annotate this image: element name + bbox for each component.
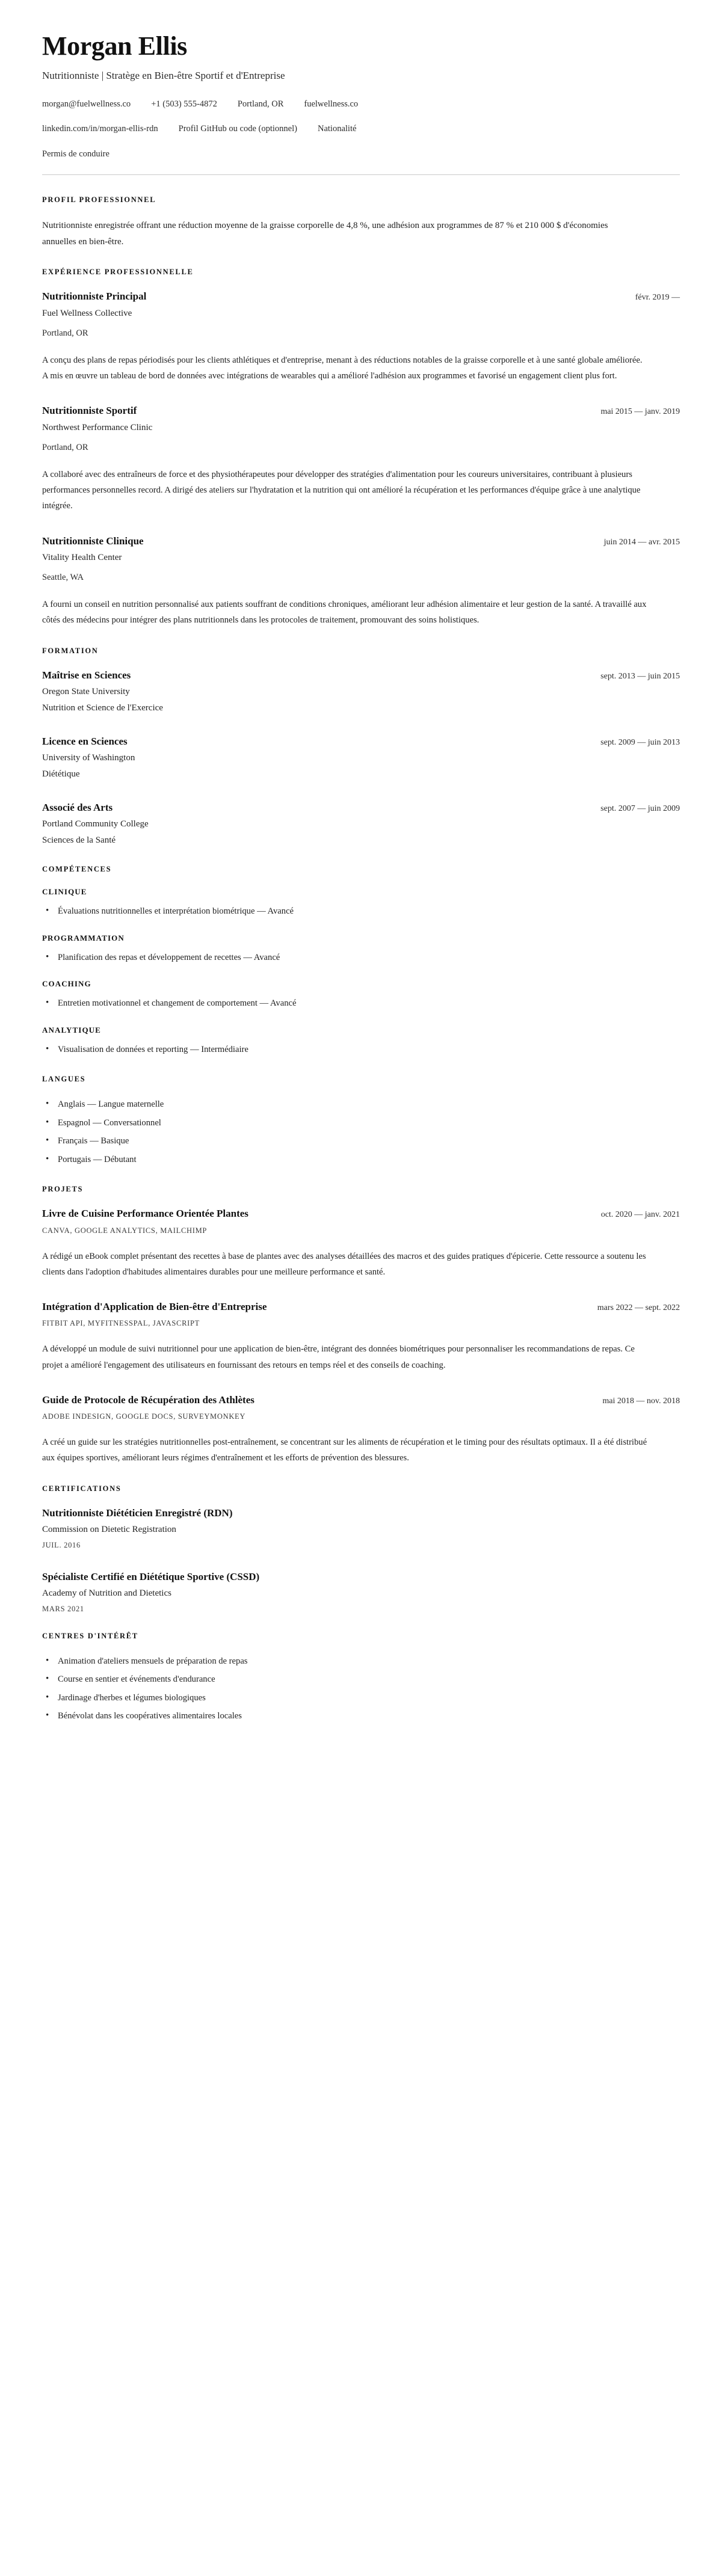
skill-item: • Entretien motivationnel et changement de comportement — Avancé <box>42 996 680 1011</box>
project-tech-stack: ADOBE INDESIGN, GOOGLE DOCS, SURVEYMONKEY <box>42 1412 246 1421</box>
section-languages <box>42 1075 680 1167</box>
language-item: • Anglais — Langue maternelle <box>42 1097 680 1112</box>
project-date-range: oct. 2020 — janv. 2021 <box>600 1210 680 1220</box>
project-entry-head <box>42 1300 680 1314</box>
experience-date-range: juin 2014 — avr. 2015 <box>603 537 680 547</box>
contact-github[interactable]: Profil GitHub ou code (optionnel) <box>178 124 297 134</box>
experience-location: Portland, OR <box>42 442 88 452</box>
education-entry <box>42 669 680 715</box>
education-entry-head <box>42 669 680 682</box>
experience-description: A collaboré avec des entraîneurs de force et des physiothérapeutes pour développer des stratégies d'alimentation pour les coureurs universitaires, contribuant à plusieurs performances personnelles record. A dirigé des ateliers sur l'hydratation et la nutrition qui ont amélioré la récupération et les performances d'équipe grâce à une analytique intégrée. <box>42 469 641 511</box>
project-description: A rédigé un eBook complet présentant des recettes à base de plantes avec des analyses détaillées des macros et des guides pratiques d'épicerie. Cette ressource a soutenu les clients dans l'adoption d'habitudes alimentaires durables pour une meilleure performance et santé. <box>42 1251 646 1277</box>
section-title-projects: PROJETS <box>42 1185 84 1194</box>
certification-date: MARS 2021 <box>42 1604 84 1613</box>
project-tech-stack: FITBIT API, MYFITNESSPAL, JAVASCRIPT <box>42 1319 200 1328</box>
section-projects <box>42 1185 680 1466</box>
profile-summary-text: Nutritionniste enregistrée offrant une réduction moyenne de la graisse corporelle de 4,8 %, une adhésion aux programmes de 87 % et 210 000 $ d'économies annuelles en bien-être. <box>42 220 608 247</box>
project-entry <box>42 1300 680 1373</box>
certification-issuer: Commission on Dietetic Registration <box>42 1524 176 1534</box>
experience-job-title: Nutritionniste Clinique <box>42 535 144 547</box>
language-item: • Portugais — Débutant <box>42 1152 680 1167</box>
project-tech-stack: CANVA, GOOGLE ANALYTICS, MAILCHIMP <box>42 1226 208 1235</box>
project-title: Intégration d'Application de Bien-être d'Entreprise <box>42 1301 267 1313</box>
contact-linkedin[interactable]: linkedin.com/in/morgan-ellis-rdn <box>42 124 158 134</box>
experience-date-range: mai 2015 — janv. 2019 <box>600 407 680 417</box>
section-title-education: FORMATION <box>42 646 99 655</box>
certification-entry <box>42 1507 680 1550</box>
education-field: Nutrition et Science de l'Exercice <box>42 702 163 713</box>
interest-item: • Jardinage d'herbes et légumes biologiques <box>42 1691 680 1706</box>
skill-list <box>42 950 680 965</box>
skill-list <box>42 996 680 1011</box>
project-date-range: mars 2022 — sept. 2022 <box>597 1303 680 1313</box>
interest-item: • Animation d'ateliers mensuels de préparation de repas <box>42 1654 680 1669</box>
language-item: • Français — Basique <box>42 1134 680 1149</box>
education-entry <box>42 801 680 847</box>
experience-employer: Fuel Wellness Collective <box>42 308 132 318</box>
section-education <box>42 647 680 847</box>
skill-item: • Visualisation de données et reporting — Intermédiaire <box>42 1042 680 1057</box>
education-date-range: sept. 2009 — juin 2013 <box>600 737 680 747</box>
project-description: A créé un guide sur les stratégies nutritionnelles post-entraînement, se concentrant sur les aliments de récupération et le timing pour des résultats optimaux. Il a été distribué aux équipes sportives, améliorant leurs régimes d'entraînement et les efforts de prévention des blessures. <box>42 1437 647 1463</box>
section-skills <box>42 865 680 1057</box>
contact-phone[interactable]: +1 (503) 555-4872 <box>151 99 217 109</box>
education-entry-head <box>42 735 680 748</box>
experience-date-range: févr. 2019 — <box>635 293 680 303</box>
experience-job-title: Nutritionniste Sportif <box>42 405 137 417</box>
experience-employer: Vitality Health Center <box>42 552 122 562</box>
skill-category-label: COACHING <box>42 979 91 989</box>
contact-nationality: Nationalité <box>317 124 357 134</box>
section-title-experience: EXPÉRIENCE PROFESSIONNELLE <box>42 268 194 277</box>
education-school: Portland Community College <box>42 819 149 829</box>
section-title-interests: CENTRES D'INTÉRÊT <box>42 1631 138 1640</box>
project-date-range: mai 2018 — nov. 2018 <box>602 1396 680 1406</box>
skill-group <box>42 979 680 1011</box>
experience-location: Seattle, WA <box>42 572 84 582</box>
experience-entry <box>42 290 680 384</box>
section-interests <box>42 1632 680 1724</box>
experience-entry-head <box>42 535 680 548</box>
education-degree: Maîtrise en Sciences <box>42 669 131 681</box>
skill-list <box>42 904 680 919</box>
section-title-skills: COMPÉTENCES <box>42 865 112 874</box>
section-profile <box>42 195 680 250</box>
skill-group <box>42 887 680 919</box>
skill-group <box>42 1025 680 1057</box>
section-experience <box>42 268 680 628</box>
interest-list <box>42 1654 680 1724</box>
project-entry <box>42 1394 680 1466</box>
education-date-range: sept. 2007 — juin 2009 <box>600 804 680 814</box>
experience-entry-head <box>42 404 680 417</box>
contact-website[interactable]: fuelwellness.co <box>304 99 359 109</box>
skill-group <box>42 933 680 965</box>
education-degree: Associé des Arts <box>42 802 113 814</box>
education-school: Oregon State University <box>42 686 130 696</box>
contact-location: Portland, OR <box>237 99 284 109</box>
contact-driving-licence: Permis de conduire <box>42 149 110 159</box>
education-entry <box>42 735 680 781</box>
candidate-tagline: Nutritionniste | Stratège en Bien-être Sportif et d'Entreprise <box>42 69 285 81</box>
project-entry-head <box>42 1394 680 1407</box>
language-list <box>42 1097 680 1167</box>
project-entry-head <box>42 1207 680 1220</box>
experience-job-title: Nutritionniste Principal <box>42 290 147 303</box>
section-title-profile: PROFIL PROFESSIONNEL <box>42 195 156 204</box>
contact-line-primary <box>42 98 680 111</box>
project-title: Guide de Protocole de Récupération des Athlètes <box>42 1394 255 1406</box>
candidate-name: Morgan Ellis <box>42 31 187 61</box>
skill-category-label: PROGRAMMATION <box>42 933 125 942</box>
certification-title: Nutritionniste Diététicien Enregistré (RDN) <box>42 1507 233 1519</box>
section-title-languages: LANGUES <box>42 1075 86 1084</box>
contact-email[interactable]: morgan@fuelwellness.co <box>42 99 131 109</box>
certification-issuer: Academy of Nutrition and Dietetics <box>42 1588 171 1598</box>
education-entry-head <box>42 801 680 814</box>
certification-entry <box>42 1570 680 1614</box>
skill-category-label: CLINIQUE <box>42 887 87 897</box>
experience-description: A fourni un conseil en nutrition personnalisé aux patients souffrant de conditions chroniques, améliorant leur adhésion alimentaire et leur gestion de la santé. A travaillé aux côtés des médecins pour intégrer des plans nutritionnels dans les protocoles de traitement, promouvant des soins holistiques. <box>42 600 647 626</box>
section-certifications <box>42 1484 680 1614</box>
skill-list <box>42 1042 680 1057</box>
project-entry <box>42 1207 680 1280</box>
experience-description: A conçu des plans de repas périodisés pour les clients athlétiques et d'entreprise, menant à des réductions notables de la graisse corporelle et à une santé globale améliorée. A mis en œuvre un tableau de bord de données avec intégrations de wearables qui a amélioré l'adhésion aux programmes et favorisé un engagement client plus fort. <box>42 355 643 381</box>
certification-title: Spécialiste Certifié en Diététique Sportive (CSSD) <box>42 1570 260 1582</box>
skill-item: • Évaluations nutritionnelles et interprétation biométrique — Avancé <box>42 904 680 919</box>
interest-item: • Bénévolat dans les coopératives alimentaires locales <box>42 1709 680 1724</box>
project-title: Livre de Cuisine Performance Orientée Plantes <box>42 1208 248 1220</box>
experience-location: Portland, OR <box>42 328 88 338</box>
education-field: Diététique <box>42 769 80 779</box>
experience-entry <box>42 535 680 629</box>
language-item: • Espagnol — Conversationnel <box>42 1116 680 1131</box>
skill-category-label: ANALYTIQUE <box>42 1025 101 1034</box>
education-field: Sciences de la Santé <box>42 835 116 846</box>
project-description: A développé un module de suivi nutritionnel pour une application de bien-être, intégrant des données biométriques pour personnaliser les recommandations de repas. Ce projet a amélioré l'engagement des utilisateurs en fournissant des retours en temps réel et des conseils de coaching. <box>42 1344 635 1370</box>
contact-line-secondary <box>42 123 680 136</box>
interest-item: • Course en sentier et événements d'endurance <box>42 1672 680 1687</box>
experience-entry <box>42 404 680 514</box>
education-date-range: sept. 2013 — juin 2015 <box>600 671 680 681</box>
experience-entry-head <box>42 290 680 303</box>
education-degree: Licence en Sciences <box>42 735 128 747</box>
certification-date: JUIL. 2016 <box>42 1540 81 1549</box>
skill-item: • Planification des repas et développement de recettes — Avancé <box>42 950 680 965</box>
experience-employer: Northwest Performance Clinic <box>42 422 153 432</box>
resume-header <box>42 32 680 161</box>
education-school: University of Washington <box>42 753 135 763</box>
section-title-certifications: CERTIFICATIONS <box>42 1484 122 1493</box>
contact-line-tertiary <box>42 148 680 161</box>
header-divider <box>42 174 680 175</box>
